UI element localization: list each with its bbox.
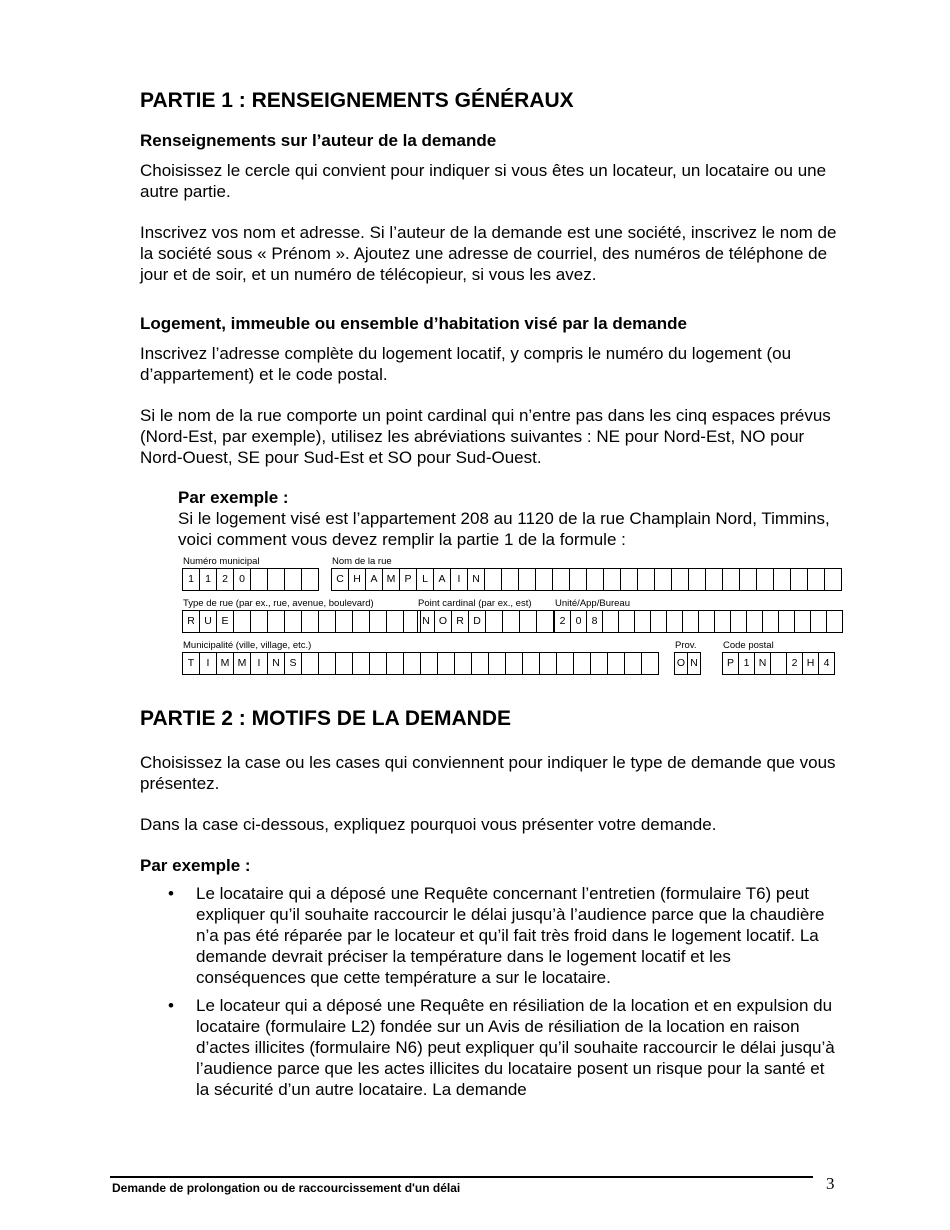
street-number-boxes (182, 568, 319, 591)
char-box (771, 653, 787, 674)
footer-divider (110, 1176, 813, 1178)
municipality-label: Municipalité (ville, village, etc.) (183, 640, 312, 651)
char-box: N (268, 653, 285, 674)
char-box: H (803, 653, 819, 674)
char-box (455, 653, 472, 674)
char-box (438, 653, 455, 674)
char-box: N (755, 653, 771, 674)
char-box (651, 611, 667, 632)
list-item-text: Le locataire qui a déposé une Requête concernant l’entretien (formulaire T6) peut expliquer qu’il souhaite raccourcir le délai jusqu’à l’audience parce que la chaudière n’a pas été réparée par le locateur et qu’il fait très froid dans le logement locatif. La demande devrait préciser la température dans le logement locatif et les conséquences que cette température a sur le locataire. (196, 884, 825, 987)
postal-code-boxes (722, 652, 835, 675)
char-box (574, 653, 591, 674)
char-box (672, 569, 689, 590)
char-box (502, 569, 519, 590)
example-block (178, 488, 838, 550)
list-item-text: Le locateur qui a déposé une Requête en résiliation de la location et en expulsion du locataire (formulaire L2) fondée sur un Avis de résiliation de la location en raison d’actes illicites (formulaire N6) peut expliquer qu’il souhaite raccourcir le délai jusqu’à l’audience parce que les actes illicites du locataire posent un risque pour la santé et la sécurité d’un autre locataire. La demande (196, 996, 835, 1099)
char-box (591, 653, 608, 674)
char-box (251, 569, 268, 590)
char-box (774, 569, 791, 590)
part1-title: PARTIE 1 : RENSEIGNEMENTS GÉNÉRAUX (140, 89, 574, 112)
char-box (536, 569, 553, 590)
street-name-label: Nom de la rue (332, 556, 392, 567)
char-box: 1 (739, 653, 755, 674)
char-box (757, 569, 774, 590)
char-box: O (435, 611, 452, 632)
char-box: S (285, 653, 302, 674)
author-paragraph-2: Inscrivez vos nom et adresse. Si l’auteur de la demande est une société, inscrivez le nom de la société sous « Prénom ». Ajoutez une adresse de courriel, des numéros de téléphone de jour et de soir, et un numéro de télécopieur, si vous les avez. (140, 223, 837, 284)
char-box: I (451, 569, 468, 590)
char-box (285, 611, 302, 632)
char-box: E (217, 611, 234, 632)
char-box: O (675, 653, 688, 674)
direction-boxes (417, 610, 554, 633)
province-label: Prov. (675, 640, 697, 651)
char-box: I (251, 653, 268, 674)
char-box (506, 653, 523, 674)
char-box: R (452, 611, 469, 632)
bullet-icon: • (168, 996, 174, 1015)
char-box (655, 569, 672, 590)
char-box (387, 611, 404, 632)
char-box (353, 653, 370, 674)
char-box: T (183, 653, 200, 674)
char-box: 2 (217, 569, 234, 590)
example-heading: Par exemple : (178, 488, 289, 507)
char-box (540, 653, 557, 674)
author-heading: Renseignements sur l’auteur de la demande (140, 131, 497, 150)
bullet-icon: • (168, 884, 174, 903)
char-box (472, 653, 489, 674)
char-box (489, 653, 506, 674)
char-box: L (417, 569, 434, 590)
char-box (336, 653, 353, 674)
char-box: C (332, 569, 349, 590)
char-box: 0 (571, 611, 587, 632)
char-box (638, 569, 655, 590)
unit-paragraph-1: Inscrivez l’adresse complète du logement locatif, y compris le numéro du logement (ou d’appartement) et le code postal. (140, 344, 792, 384)
province-boxes (674, 652, 701, 675)
part2-title: PARTIE 2 : MOTIFS DE LA DEMANDE (140, 707, 512, 730)
unit-heading: Logement, immeuble ou ensemble d’habitation visé par la demande (140, 314, 687, 333)
char-box: P (400, 569, 417, 590)
char-box: 2 (555, 611, 571, 632)
char-box (302, 611, 319, 632)
unit-boxes (554, 610, 843, 633)
direction-label: Point cardinal (par ex., est) (418, 598, 532, 609)
street-type-label: Type de rue (par ex., rue, avenue, boulevard) (183, 598, 374, 609)
example-list (140, 883, 840, 1100)
char-box: 0 (234, 569, 251, 590)
char-box (268, 611, 285, 632)
char-box: R (183, 611, 200, 632)
char-box: D (469, 611, 486, 632)
char-box (635, 611, 651, 632)
municipality-boxes (182, 652, 659, 675)
char-box (808, 569, 825, 590)
char-box (503, 611, 520, 632)
char-box (731, 611, 747, 632)
char-box (604, 569, 621, 590)
part1-section (140, 88, 840, 550)
char-box (319, 611, 336, 632)
char-box (285, 569, 302, 590)
char-box (302, 653, 319, 674)
street-type-boxes (182, 610, 421, 633)
char-box (608, 653, 625, 674)
char-box: 1 (200, 569, 217, 590)
char-box: N (688, 653, 701, 674)
char-box (715, 611, 731, 632)
char-box (587, 569, 604, 590)
char-box (763, 611, 779, 632)
char-box (319, 653, 336, 674)
unit-paragraph-2: Si le nom de la rue comporte un point cardinal qui n’entre pas dans les cinq espaces prévus (Nord-Est, par exemple), utilisez les abréviations suivantes : NE pour Nord-Est, NO pour Nord-Ouest, SE pour Sud-Est et SO pour Sud-Ouest. (140, 406, 831, 467)
char-box: N (468, 569, 485, 590)
char-box (519, 569, 536, 590)
char-box: U (200, 611, 217, 632)
char-box (827, 611, 843, 632)
char-box: 4 (819, 653, 835, 674)
author-paragraph-1: Choisissez le cercle qui convient pour indiquer si vous êtes un locateur, un locataire ou une autre partie. (140, 161, 827, 201)
char-box (603, 611, 619, 632)
char-box (537, 611, 554, 632)
list-item (140, 995, 840, 1100)
street-number-label: Numéro municipal (183, 556, 260, 567)
char-box (570, 569, 587, 590)
postal-code-label: Code postal (723, 640, 774, 651)
char-box: H (349, 569, 366, 590)
char-box (791, 569, 808, 590)
char-box (706, 569, 723, 590)
char-box (370, 653, 387, 674)
char-box (667, 611, 683, 632)
char-box (336, 611, 353, 632)
part2-section (140, 706, 840, 1107)
list-item (140, 883, 840, 988)
char-box (421, 653, 438, 674)
char-box (811, 611, 827, 632)
char-box (699, 611, 715, 632)
char-box (404, 653, 421, 674)
char-box (642, 653, 659, 674)
char-box (523, 653, 540, 674)
part2-paragraph-2: Dans la case ci-dessous, expliquez pourquoi vous présenter votre demande. (140, 815, 717, 834)
char-box: N (418, 611, 435, 632)
char-box: A (366, 569, 383, 590)
char-box (795, 611, 811, 632)
part2-paragraph-1: Choisissez la case ou les cases qui conviennent pour indiquer le type de demande que vous présentez. (140, 753, 836, 793)
char-box (268, 569, 285, 590)
char-box (557, 653, 574, 674)
char-box (619, 611, 635, 632)
char-box: 2 (787, 653, 803, 674)
char-box (747, 611, 763, 632)
char-box: 8 (587, 611, 603, 632)
char-box (251, 611, 268, 632)
char-box (353, 611, 370, 632)
page-number: 3 (826, 1174, 835, 1193)
char-box: 1 (183, 569, 200, 590)
char-box: P (723, 653, 739, 674)
char-box (779, 611, 795, 632)
char-box (740, 569, 757, 590)
street-name-boxes (331, 568, 842, 591)
char-box (370, 611, 387, 632)
example-text: Si le logement visé est l’appartement 208 au 1120 de la rue Champlain Nord, Timmins, voici comment vous devez remplir la partie 1 de la formule : (178, 509, 830, 549)
char-box (485, 569, 502, 590)
char-box: A (434, 569, 451, 590)
part2-example-heading: Par exemple : (140, 856, 251, 875)
char-box (723, 569, 740, 590)
char-box (825, 569, 842, 590)
char-box (302, 569, 319, 590)
char-box (621, 569, 638, 590)
unit-label: Unité/App/Bureau (555, 598, 630, 609)
char-box: M (383, 569, 400, 590)
char-box (689, 569, 706, 590)
char-box: M (217, 653, 234, 674)
char-box (387, 653, 404, 674)
char-box (683, 611, 699, 632)
footer-title: Demande de prolongation ou de raccourcissement d'un délai (112, 1181, 461, 1195)
char-box (625, 653, 642, 674)
char-box (486, 611, 503, 632)
char-box: I (200, 653, 217, 674)
char-box (234, 611, 251, 632)
char-box: M (234, 653, 251, 674)
char-box (553, 569, 570, 590)
char-box (520, 611, 537, 632)
